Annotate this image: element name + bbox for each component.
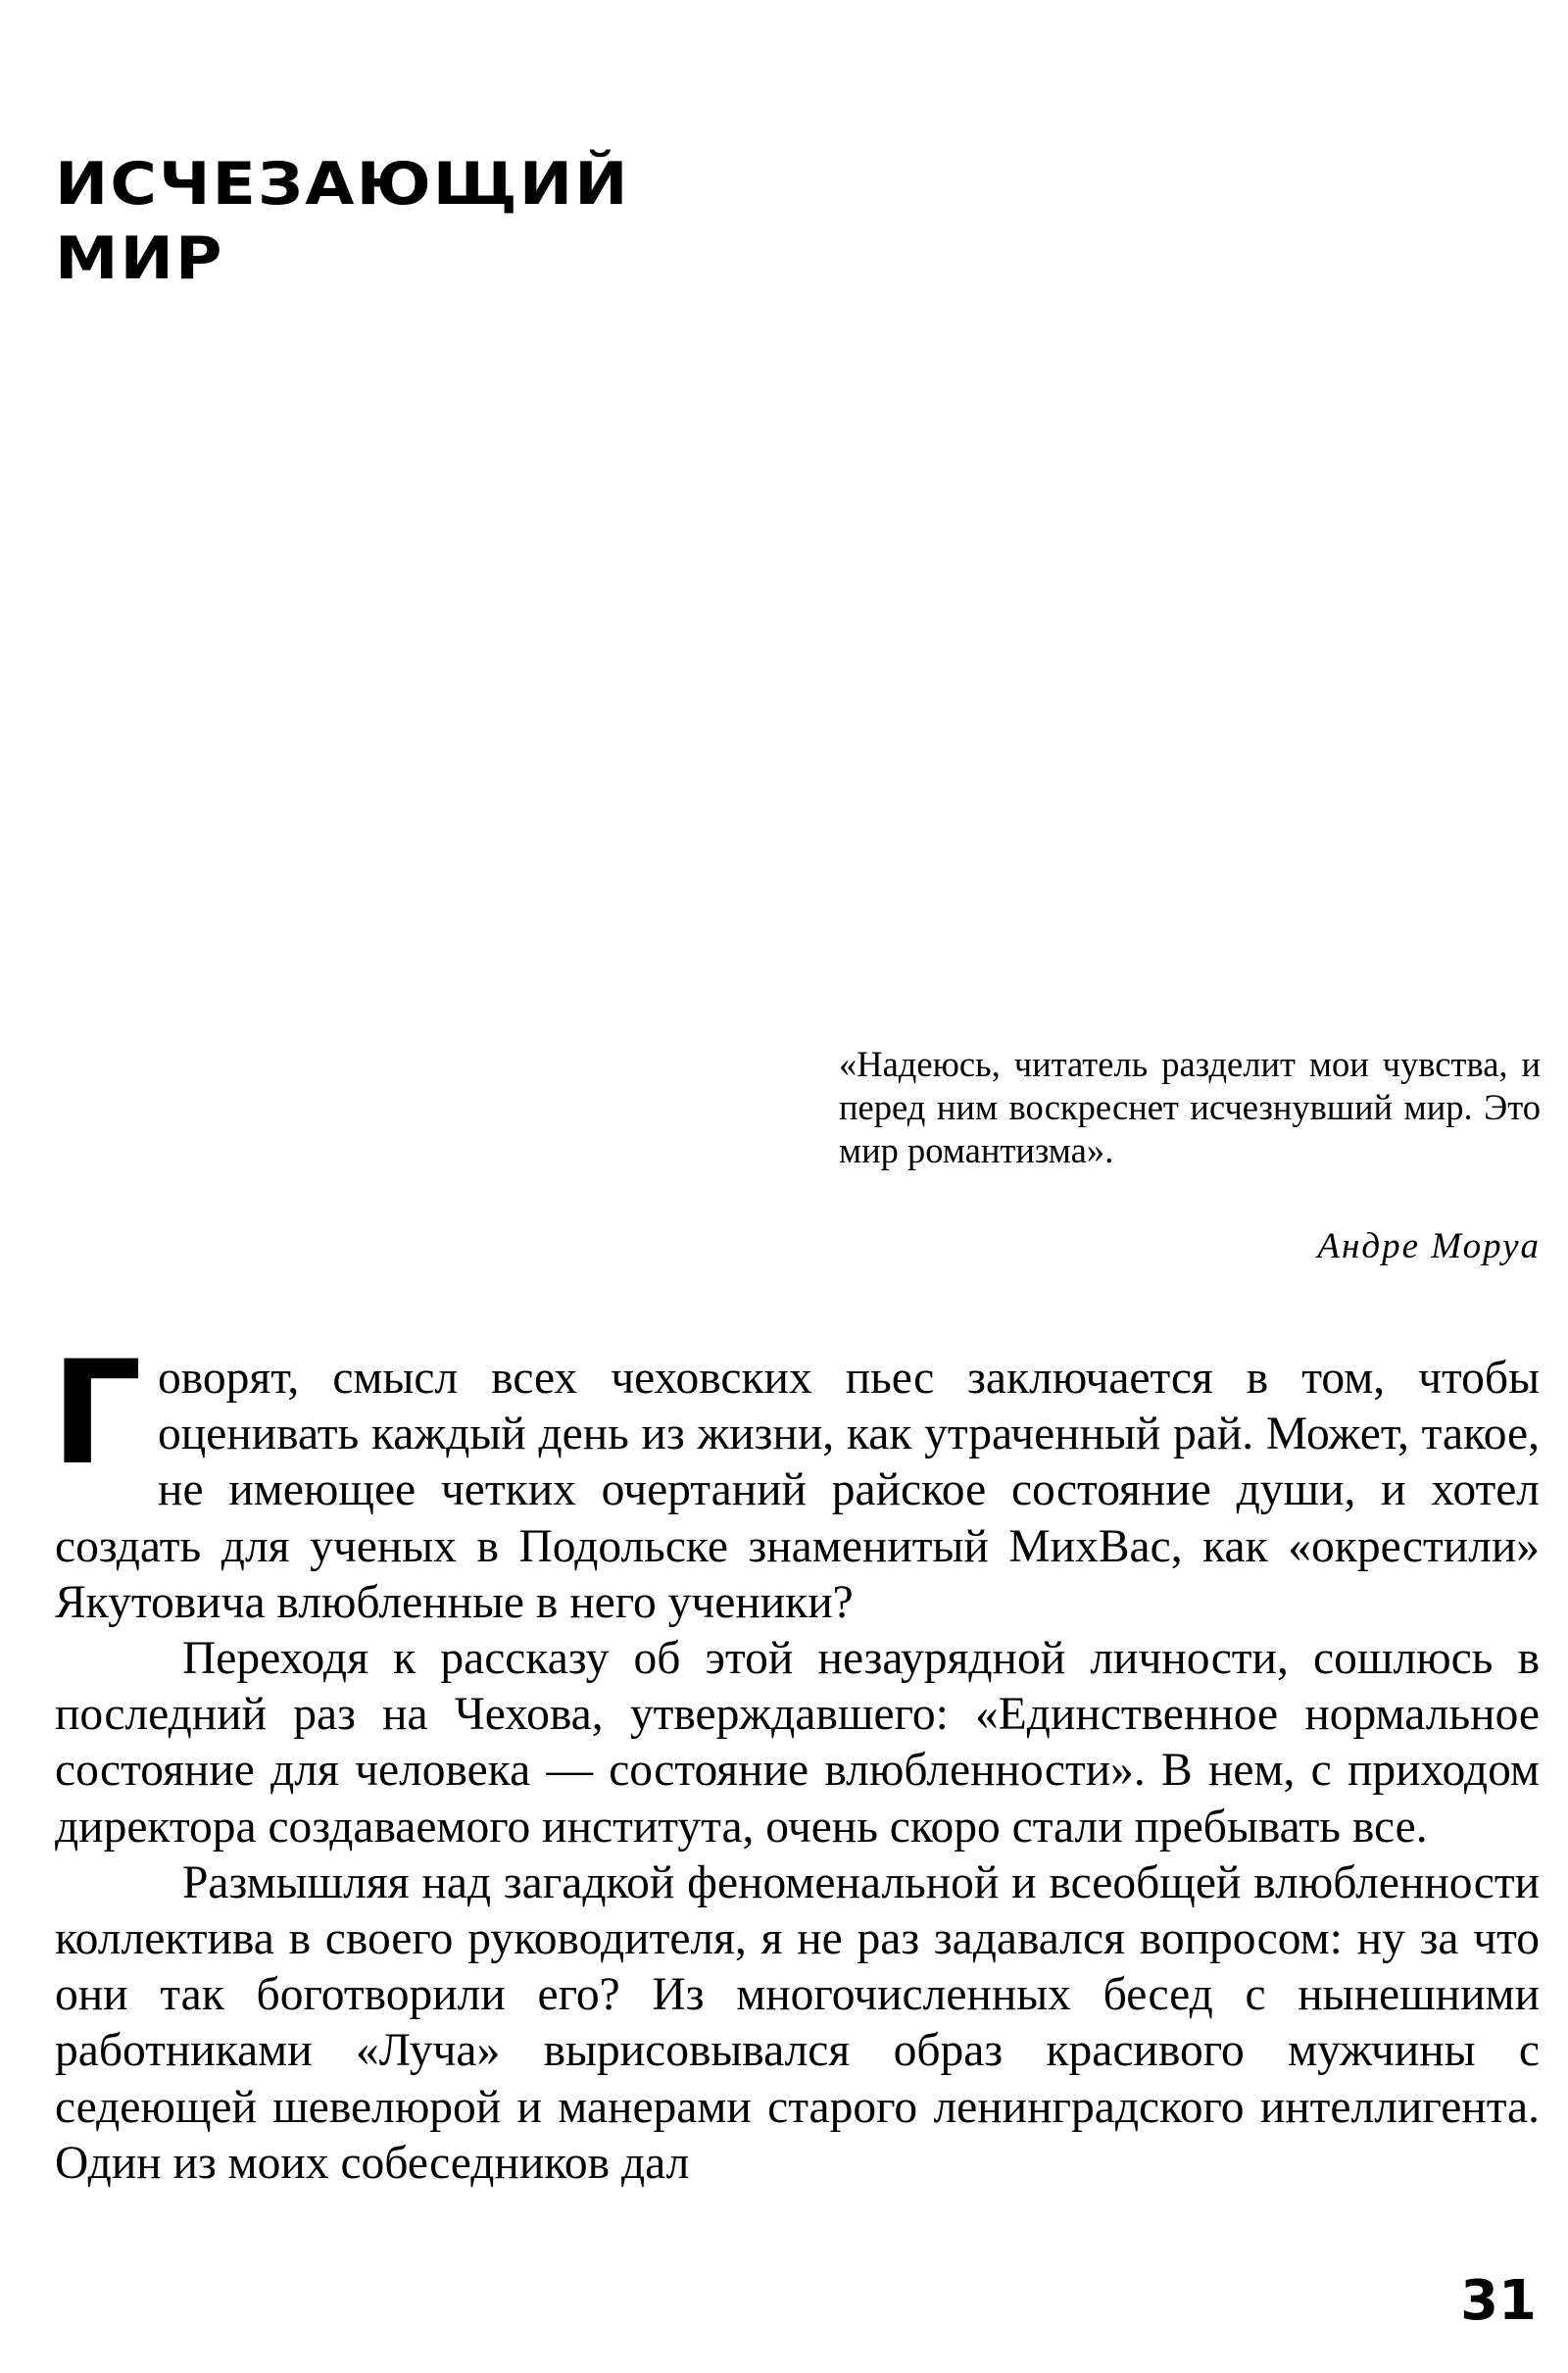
drop-cap: Г [51, 1330, 143, 1497]
main-text [51, 1330, 1540, 2192]
epigraph-quote: «Надеюсь, читатель разделит мои чувства, и перед ним воскреснет исчезнувший мир. Это мир романтизма». [839, 1044, 1541, 1170]
chapter-title [55, 147, 630, 296]
paragraph-3: Размышляя над загадкой феноменальной и всеобщей влюбленности коллектива в своего руководителя, я не раз задавался вопросом: ну за что они так боготворили его? Из многочисленных бесед с нынешними работниками «Луча» вырисовывался образ красивого мужчины с седеющей шевелюрой и манерами старого ленинградского интеллигента. Один из моих собеседников дал [55, 1856, 1540, 2189]
paragraph-1 [51, 1330, 1540, 1631]
page-number: 31 [1460, 2269, 1537, 2333]
epigraph-author: Андре Моруа [1317, 1226, 1541, 1266]
chapter-title-line-1: ИСЧЕЗАЮЩИЙ [55, 150, 630, 219]
paragraph-2: Переходя к рассказу об этой незаурядной личности, сошлюсь в последний раз на Чехова, утверждавшего: «Единственное нормальное состояние для человека — состояние влюбленности». В нем, с приходом директора создаваемого института, очень скоро стали пребывать все. [55, 1633, 1540, 1853]
paragraph-1-text: оворят, смысл всех чеховских пьес заключается в том, чтобы оценивать каждый день из жизни, как утраченный рай. Может, такое, не имеющее четких очертаний райское состояние души, и хотел создать для ученых в Подольске знаменитый МихВас, как «окрестили» Якутовича влюбленные в него ученики? [55, 1353, 1540, 1628]
chapter-title-line-2: МИР [55, 224, 224, 293]
